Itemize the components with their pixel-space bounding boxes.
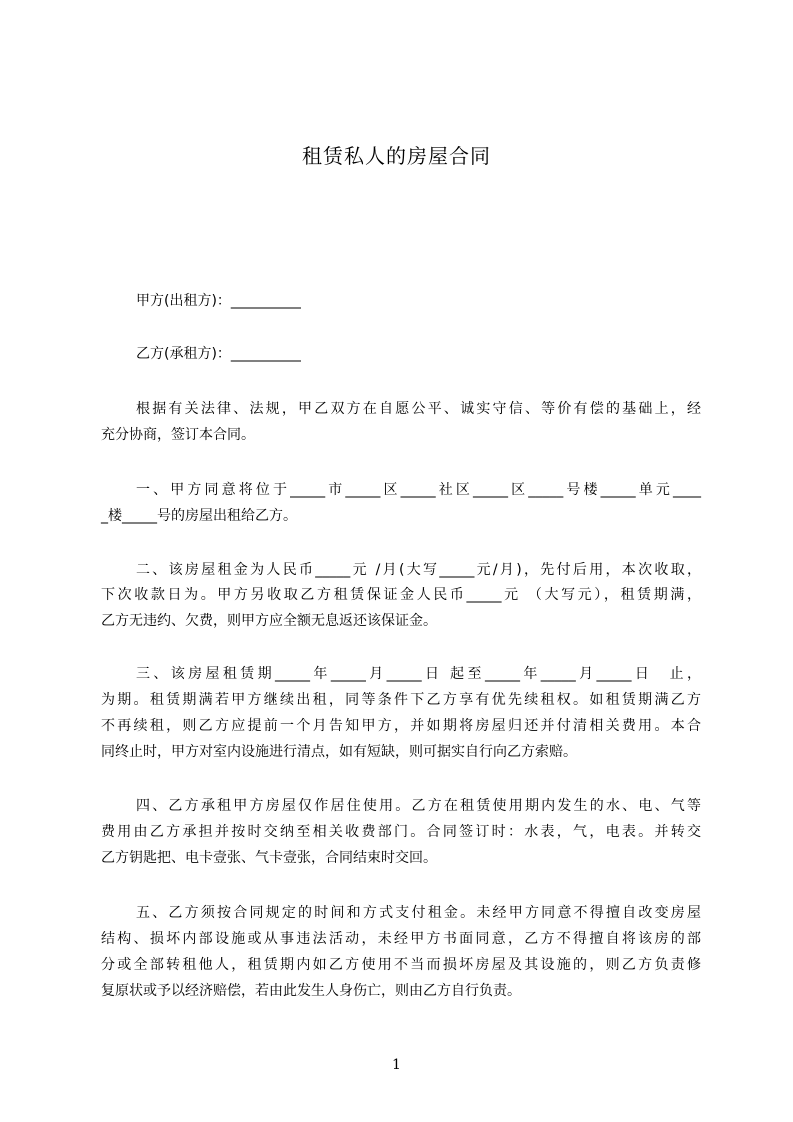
clause-2-line-2: 下次收款日为。甲方另收取乙方租赁保证金人民币_____元 （大写元），租赁期满，: [101, 587, 701, 603]
clause-2-line-1: 二、该房屋租金为人民币_____元 /月(大写_____元/月)，先付后用，本次收取，: [136, 562, 701, 578]
clause-5-line-2: 结构、损坏内部设施或从事违法活动，未经甲方书面同意，乙方不得擅自将该房的部: [101, 931, 701, 947]
clause-2-line-3: 乙方无违约、欠费，则甲方应全额无息返还该保证金。: [101, 613, 437, 629]
clause-3-line-3: 不再续租，则乙方应提前一个月告知甲方，并如期将房屋归还并付清相关费用。本合: [101, 718, 701, 734]
clause-5-line-1: 五、乙方须按合同规定的时间和方式支付租金。未经甲方同意不得擅自改变房屋: [136, 905, 701, 921]
clause-5-line-3: 分或全部转租他人，租赁期内如乙方使用不当而损坏房屋及其设施的，则乙方负责修: [101, 957, 701, 973]
clause-1-line-2: _楼_____号的房屋出租给乙方。: [101, 508, 297, 524]
clause-1-line-1: 一、甲方同意将位于_____市_____区_____社区_____区_____号楼_____单元____: [136, 482, 701, 498]
document-title: 租赁私人的房屋合同: [302, 144, 491, 168]
party-b-line: 乙方(承租方)：__________: [136, 346, 301, 362]
clause-3-line-1: 三、该房屋租赁期_____年_____月_____日 起至_____年_____月_____日 止，: [136, 666, 701, 682]
preamble-line-2: 充分协商，签订本合同。: [101, 427, 255, 443]
clause-3-line-2: 为期。租赁期满若甲方继续出租，同等条件下乙方享有优先续租权。如租赁期满乙方: [101, 692, 701, 708]
party-a-line: 甲方(出租方)：__________: [136, 293, 301, 309]
page-number: 1: [392, 1057, 401, 1073]
clause-3-line-4: 同终止时，甲方对室内设施进行清点，如有短缺，则可据实自行向乙方索赔。: [101, 744, 577, 760]
clause-4-line-1: 四、乙方承租甲方房屋仅作居住使用。乙方在租赁使用期内发生的水、电、气等: [136, 798, 701, 814]
clause-4-line-2: 费用由乙方承担并按时交纳至相关收费部门。合同签订时：水表，气，电表。并转交: [101, 824, 701, 840]
clause-5-line-4: 复原状或予以经济赔偿，若由此发生人身伤亡，则由乙方自行负责。: [101, 983, 521, 999]
preamble-line-1: 根据有关法律、法规，甲乙双方在自愿公平、诚实守信、等价有偿的基础上，经: [136, 401, 701, 417]
clause-4-line-3: 乙方钥匙把、电卡壹张、气卡壹张，合同结束时交回。: [101, 850, 437, 866]
